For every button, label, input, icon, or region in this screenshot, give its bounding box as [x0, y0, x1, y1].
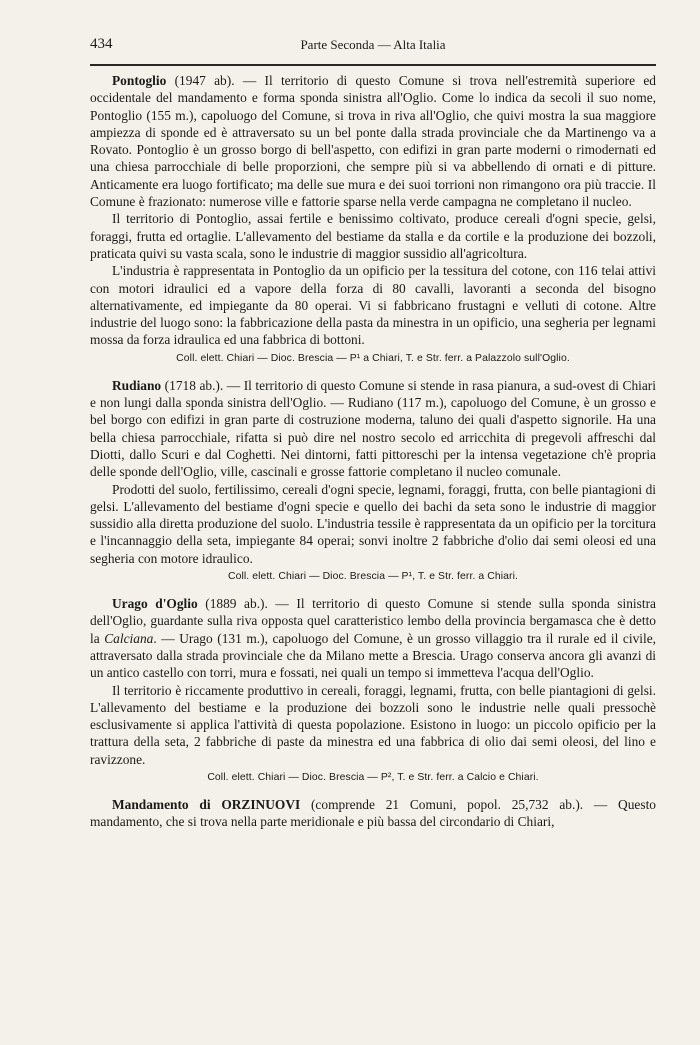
paragraph: Prodotti del suolo, fertilissimo, cereali d'ogni specie, legnami, foraggi, frutta, con belle piantagioni di gelsi. L'allevamento del bestiame d'ogni specie e quello dei bachi da seta sono le industrie di maggior sussidio alla diretta produzione del suolo. L'industria tessile è rappresentata da un opificio per la torcitura e l'incannaggio della seta, impiegante 84 operai; sonvi inoltre 2 fabbriche d'olio dai semi oleosi ed una segheria con motore idraulico. [90, 481, 656, 566]
section-pontoglio [90, 72, 656, 367]
citation: Coll. elett. Chiari — Dioc. Brescia — P¹ a Chiari, T. e Str. ferr. a Palazzolo sull'Oglio. [176, 352, 570, 364]
page-header [90, 36, 656, 58]
page-number: 434 [90, 36, 113, 52]
entry-lead: Mandamento di ORZINUOVI [112, 796, 301, 812]
citation: Coll. elett. Chiari — Dioc. Brescia — P², T. e Str. ferr. a Calcio e Chiari. [207, 771, 539, 783]
entry-lead: Urago d'Oglio [112, 596, 198, 612]
italic-term: Calciana [104, 630, 154, 646]
paragraph: Rudiano (1718 ab.). — Il territorio di questo Comune si stende in rasa pianura, a sud-ovest di Chiari e non lungi dalla sponda sinistra dell'Oglio. — Rudiano (117 m.), capoluogo del Comune, è un grosso e bel borgo con edifizi in gran parte di costruzione moderna, taluno dei quali d'aspetto signorile. Ha una bella chiesa parrocchiale, rifatta si può dire nel nostro secolo ed arricchita di pregevoli affreschi dal Diotti, dallo Scuri e dal Coghetti. Nei dintorni, fatti pittoreschi per la intensa vegetazione ch'è propria delle sponde dell'Oglio, ville, cascinali e grosse fattorie completano il nucleo comunale. [90, 377, 656, 480]
paragraph: L'industria è rappresentata in Pontoglio da un opificio per la tessitura del cotone, con 116 telai attivi con motori idraulici ed a vapore della forza di 80 cavalli, lavoranti a seconda del bisogno alternativamente, ed impiegante da 80 operai. Vi si fabbricano frustagni e velluti di cotone. Altre industrie del luogo sono: la fabbricazione della pasta da minestra in un opificio, una segheria per legnami mossa da forza idraulica ed una fabbrica di bottoni. [90, 263, 656, 348]
page-body [90, 72, 656, 831]
citation: Coll. elett. Chiari — Dioc. Brescia — P¹, T. e Str. ferr. a Chiari. [227, 571, 519, 583]
section-mandamento-orzinuovi [90, 796, 656, 831]
paragraph: Il territorio è riccamente produttivo in cereali, foraggi, legnami, frutta, con belle piantagioni di gelsi. L'allevamento del bestiame e la produzione dei bozzoli sono le industrie nelle quali pressochè esclusivamente si applica l'attività di questa popolazione. Esistono in luogo: un piccolo opificio per la trattura della seta, 2 fabbriche di paste da minestra ed una fabbrica di olio dai semi oleosi, del lino e ravizzone. [90, 682, 656, 767]
paragraph: Urago d'Oglio (1889 ab.). — Il territorio di questo Comune si stende sulla sponda sinistra dell'Oglio, guardante sulla riva opposta quel caratteristico lembo della provincia bergamasca che è detto la Calciana. — Urago (131 m.), capoluogo del Comune, è un grosso villaggio tra il rurale ed il civile, attraversato dalla strada provinciale che da Milano mette a Brescia. Urago conserva ancora gli avanzi di un antico castello con torri, mura e fossati, nei quali un tempo si immetteva l'acqua dell'Oglio. [90, 596, 656, 681]
paragraph: Il territorio di Pontoglio, assai fertile e benissimo coltivato, produce cereali d'ogni specie, gelsi, foraggi, frutta ed ortaglie. L'allevamento del bestiame da stalla e da cortile e la produzione dei bozzoli, praticata quivi su vasta scala, sono le industrie di maggior sussidio all'agricoltura. [90, 211, 656, 261]
section-rudiano [90, 377, 656, 585]
entry-lead: Rudiano [112, 377, 162, 393]
paragraph: Pontoglio (1947 ab). — Il territorio di questo Comune si trova nell'estremità superiore ed occidentale del mandamento e forma sponda sinistra all'Oglio. Come lo indica da secoli il suo nome, Pontoglio (155 m.), capoluogo del Comune, si trova in riva all'Oglio, che quivi mostra la sua maggiore ampiezza di sponde ed è attraversato su un bel ponte dalla strada provinciale che da Martinengo va a Rovato. Pontoglio è un grosso borgo di bell'aspetto, con edifizi in gran parte moderni o rimodernati ed una chiesa parrocchiale di belle proporzioni, che sempre più si va abbellendo di ornati e di pitture. Anticamente era luogo fortificato; ma delle sue mura e dei suoi torrioni non rimangono ora più traccie. Il Comune è frazionato: numerose ville e fattorie sparse nella verde campagna ne completano il nucleo. [90, 73, 656, 210]
section-urago [90, 595, 656, 786]
paragraph: Mandamento di ORZINUOVI (comprende 21 Comuni, popol. 25,732 ab.). — Questo mandamento, che si trova nella parte meridionale e più bassa del circondario di Chiari, [90, 796, 656, 830]
header-rule [90, 64, 656, 66]
running-title: Parte Seconda — Alta Italia [300, 37, 446, 52]
entry-lead: Pontoglio [112, 73, 167, 88]
